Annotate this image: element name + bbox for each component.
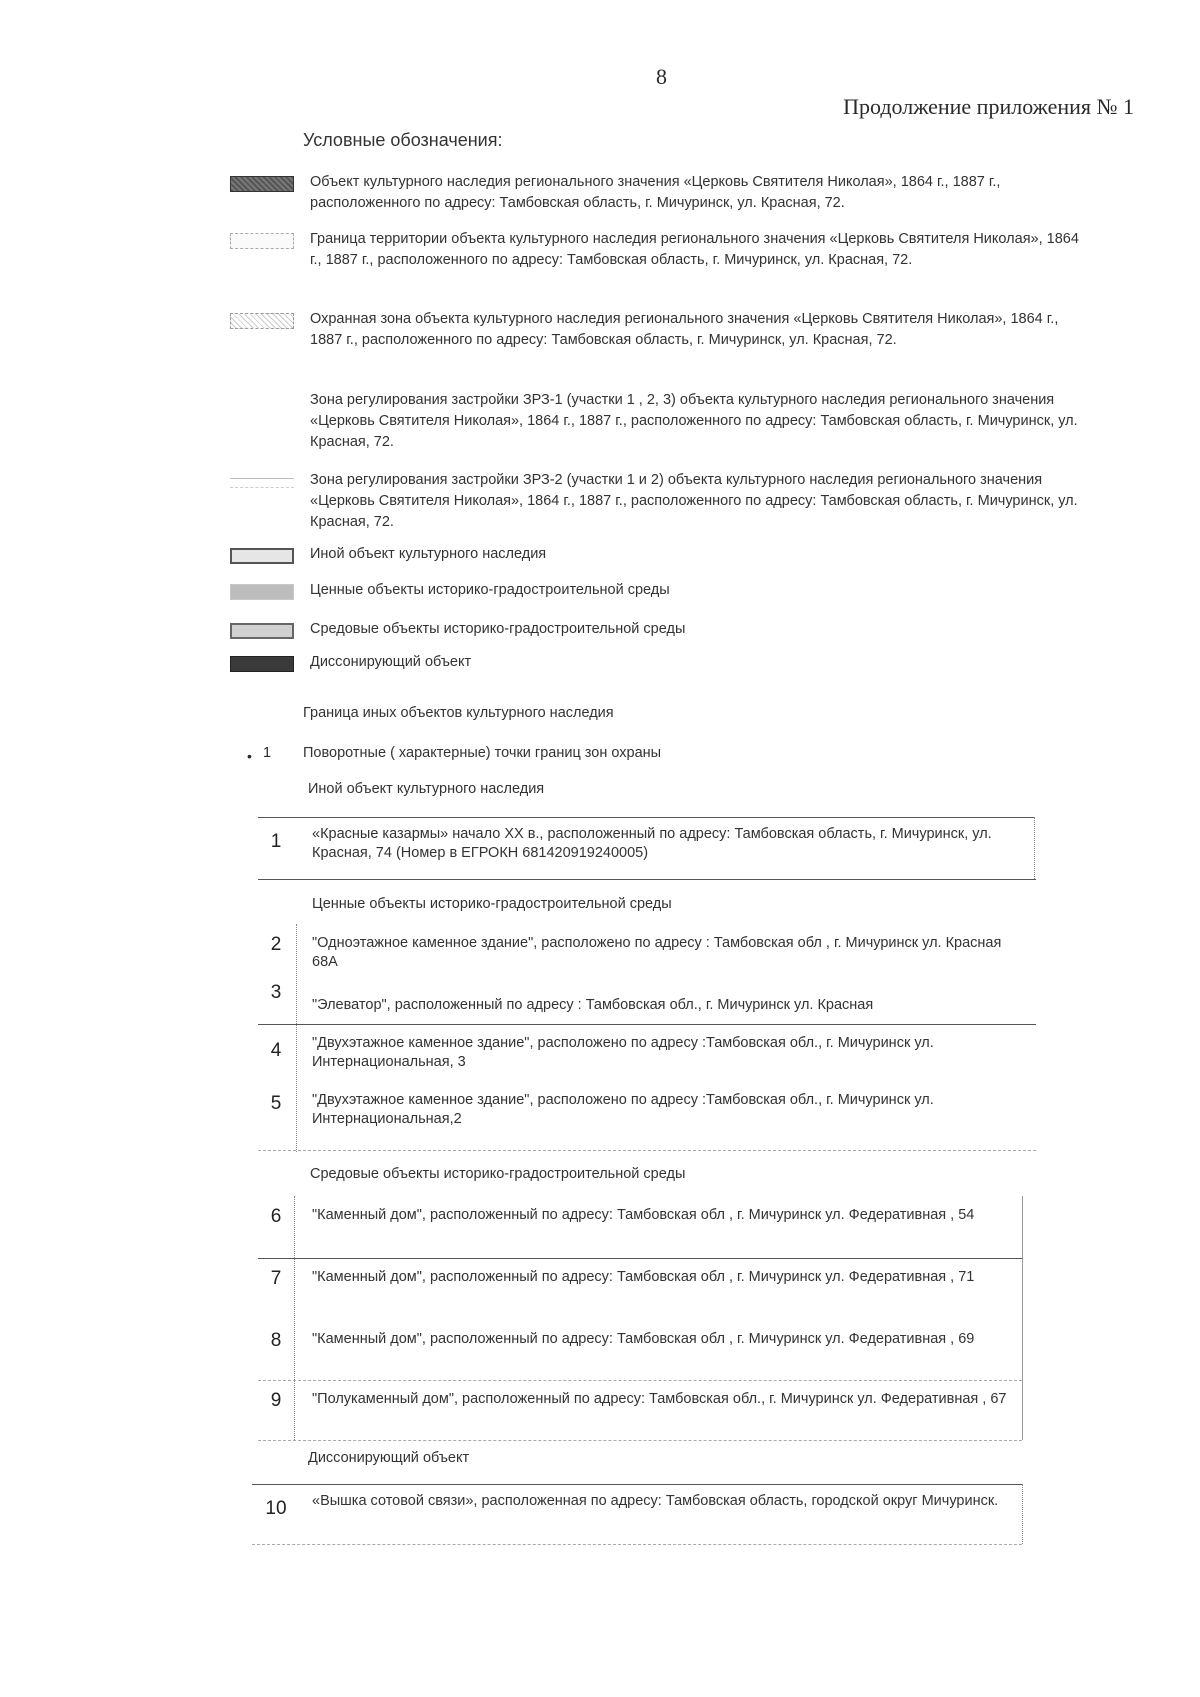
row-number: 10	[265, 1498, 287, 1519]
row-description: "Одноэтажное каменное здание", расположено по адресу : Тамбовская обл , г. Мичуринск ул. Красная 68А	[312, 935, 1002, 970]
table-divider	[258, 817, 1034, 818]
row-number: 7	[270, 1268, 282, 1289]
turning-points-label: Поворотные ( характерные) точки границ зон охраны	[303, 745, 662, 761]
table-divider	[296, 924, 297, 1152]
row-description: «Вышка сотовой связи», расположенная по адресу: Тамбовская область, городской округ Мичуринск.	[312, 1493, 999, 1509]
row-number: 8	[270, 1330, 282, 1351]
table-divider	[258, 1150, 1036, 1151]
row-description: "Двухэтажное каменное здание", расположено по адресу :Тамбовская обл., г. Мичуринск ул. Интернациональная,2	[312, 1092, 934, 1127]
appendix-heading: Продолжение приложения № 1	[843, 94, 1134, 119]
legend-swatch-icon	[230, 548, 294, 564]
page-number: 8	[656, 64, 667, 89]
legend-swatch-icon	[230, 656, 294, 672]
legend-label: Средовые объекты историко-градостроительной среды	[310, 621, 686, 637]
border-other-objects-label: Граница иных объектов культурного наследия	[303, 705, 614, 721]
table-divider	[252, 1484, 1022, 1485]
table-divider	[258, 1380, 1022, 1381]
row-description: "Двухэтажное каменное здание", расположено по адресу :Тамбовская обл., г. Мичуринск ул. Интернациональная, 3	[312, 1035, 934, 1070]
section-header-other: Иной объект культурного наследия	[308, 781, 545, 797]
row-number: 5	[270, 1093, 282, 1114]
row-number: 4	[270, 1040, 282, 1061]
legend-swatch-icon	[230, 394, 294, 410]
turning-point-icon: •	[247, 748, 252, 764]
table-divider	[258, 1258, 1022, 1259]
row-description: "Полукаменный дом", расположенный по адресу: Тамбовская обл., г. Мичуринск ул. Федеративная , 67	[312, 1391, 1007, 1407]
legend-swatch-icon	[230, 584, 294, 600]
row-number: 3	[270, 982, 282, 1003]
legend-swatch-icon	[230, 176, 294, 192]
legend-label: Ценные объекты историко-градостроительной среды	[310, 582, 670, 598]
legend-label: Диссонирующий объект	[310, 654, 472, 670]
legend-label: Иной объект культурного наследия	[310, 546, 547, 562]
legend-label: Зона регулирования застройки ЗРЗ-2 (участки 1 и 2) объекта культурного наследия регионального значения «Церковь Святителя Николая», 1864 г., 1887 г., расположенного по адресу: Тамбовская область, г. Мичуринск, ул. Красная, 72.	[310, 472, 1078, 530]
table-divider	[252, 1544, 1022, 1545]
legend-label: Зона регулирования застройки ЗРЗ-1 (участки 1 , 2, 3) объекта культурного наследия регионального значения «Церковь Святителя Николая», 1864 г., 1887 г., расположенного по адресу: Тамбовская область, г. Мичуринск, ул. Красная, 72.	[310, 392, 1078, 450]
row-description: "Каменный дом", расположенный по адресу: Тамбовская обл , г. Мичуринск ул. Федеративная , 54	[312, 1207, 975, 1223]
legend-label: Граница территории объекта культурного наследия регионального значения «Церковь Святителя Николая», 1864 г., 1887 г., расположенного по адресу: Тамбовская область, г. Мичуринск, ул. Красная, 72.	[310, 231, 1079, 268]
row-number: 1	[270, 831, 282, 852]
table-divider	[258, 879, 1036, 880]
legend-swatch-icon	[230, 313, 294, 329]
legend-swatch-icon	[230, 478, 294, 488]
row-number: 2	[270, 934, 282, 955]
section-header-valuable: Ценные объекты историко-градостроительной среды	[312, 896, 672, 912]
table-divider	[258, 1440, 1022, 1441]
table-divider	[258, 1024, 1036, 1025]
legend-swatch-icon	[230, 233, 294, 249]
legend-title: Условные обозначения:	[303, 130, 503, 150]
row-number: 9	[270, 1390, 282, 1411]
row-number: 6	[270, 1206, 282, 1227]
legend-label: Охранная зона объекта культурного наследия регионального значения «Церковь Святителя Николая», 1864 г., 1887 г., расположенного по адресу: Тамбовская область, г. Мичуринск, ул. Красная, 72.	[310, 311, 1059, 348]
section-header-dissonant: Диссонирующий объект	[308, 1450, 470, 1466]
row-description: «Красные казармы» начало XX в., расположенный по адресу: Тамбовская область, г. Мичуринск, ул. Красная, 74 (Номер в ЕГРОКН 681420919240005)	[312, 826, 992, 861]
section-header-environmental: Средовые объекты историко-градостроительной среды	[310, 1166, 686, 1182]
table-divider	[294, 1196, 295, 1440]
legend-label: Объект культурного наследия регионального значения «Церковь Святителя Николая», 1864 г., 1887 г., расположенного по адресу: Тамбовская область, г. Мичуринск, ул. Красная, 72.	[310, 174, 1001, 211]
turning-point-number: 1	[263, 745, 272, 761]
row-description: "Каменный дом", расположенный по адресу: Тамбовская обл , г. Мичуринск ул. Федеративная , 69	[312, 1331, 975, 1347]
row-description: "Элеватор", расположенный по адресу : Тамбовская обл., г. Мичуринск ул. Красная	[312, 997, 874, 1013]
table-divider	[1034, 817, 1035, 879]
legend-swatch-icon	[230, 623, 294, 639]
row-description: "Каменный дом", расположенный по адресу: Тамбовская обл , г. Мичуринск ул. Федеративная , 71	[312, 1269, 975, 1285]
